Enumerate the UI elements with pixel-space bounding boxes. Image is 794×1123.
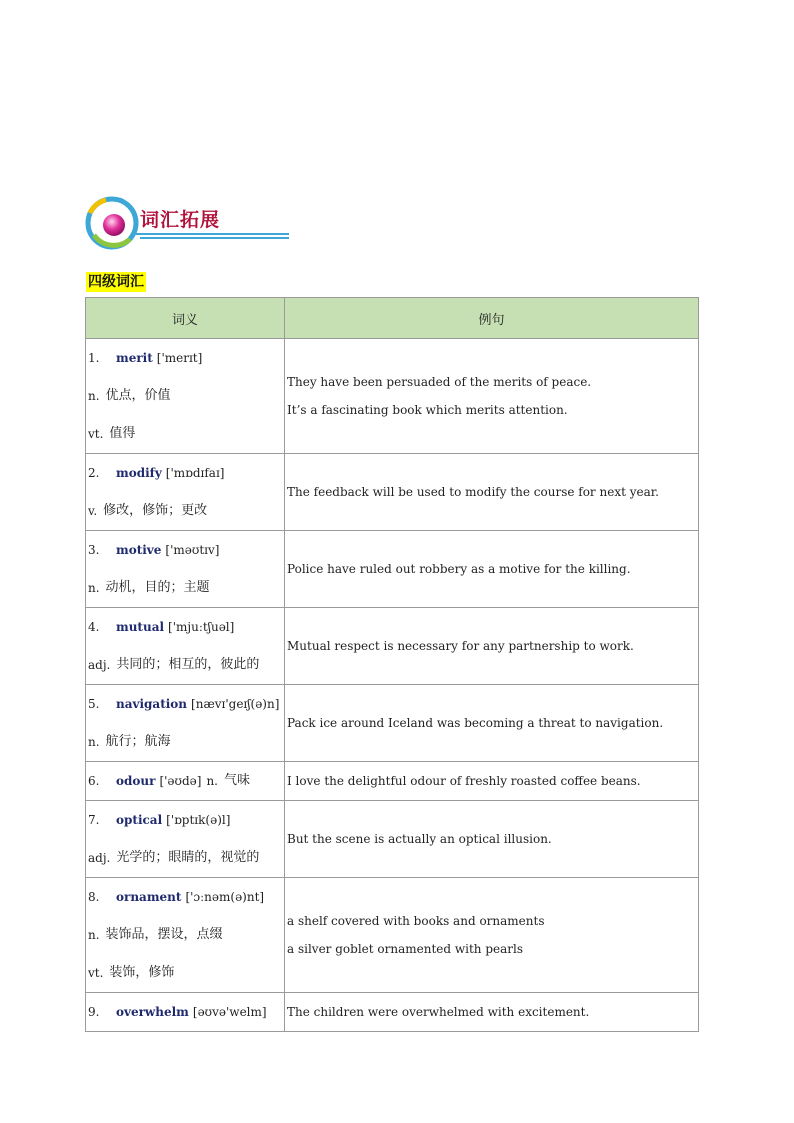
meaning-line bbox=[88, 492, 284, 530]
phonetic: ['əʊdə] bbox=[159, 774, 202, 788]
table-row bbox=[86, 801, 699, 878]
part-of-speech: adj. bbox=[88, 658, 111, 672]
part-of-speech: n. bbox=[206, 774, 218, 788]
phonetic: ['mɒdɪfaɪ] bbox=[165, 466, 225, 480]
word-line bbox=[88, 801, 284, 839]
table-row bbox=[86, 762, 699, 801]
phonetic: [əʊvə'welm] bbox=[192, 1005, 267, 1019]
table-header-row bbox=[86, 298, 699, 339]
entry-number: 8. bbox=[88, 890, 100, 904]
part-of-speech: n. bbox=[88, 928, 100, 942]
entry-number: 7. bbox=[88, 813, 100, 827]
headword: ornament bbox=[116, 890, 182, 904]
table-row bbox=[86, 685, 699, 762]
entry-number: 3. bbox=[88, 543, 100, 557]
part-of-speech: n. bbox=[88, 581, 100, 595]
meaning-line bbox=[88, 569, 284, 607]
header-example: 例句 bbox=[285, 298, 699, 339]
word-cell bbox=[86, 878, 285, 993]
entry-number: 9. bbox=[88, 1005, 100, 1019]
word-cell bbox=[86, 454, 285, 531]
example-cell bbox=[285, 801, 699, 878]
meaning-line bbox=[88, 916, 284, 954]
example-cell bbox=[285, 339, 699, 454]
meaning-line bbox=[88, 839, 284, 877]
word-line bbox=[88, 993, 284, 1031]
section-title: 词汇拓展 bbox=[140, 209, 221, 231]
example-sentence: They have been persuaded of the merits of peace. bbox=[287, 375, 592, 389]
example-sentence: It’s a fascinating book which merits attention. bbox=[287, 403, 568, 417]
meaning: 共同的；相互的，彼此的 bbox=[116, 657, 260, 672]
example-sentence: The children were overwhelmed with excitement. bbox=[287, 1005, 590, 1019]
entry-number: 5. bbox=[88, 697, 100, 711]
headword: optical bbox=[116, 813, 163, 827]
meaning-line bbox=[88, 954, 284, 992]
example-sentence: a silver goblet ornamented with pearls bbox=[287, 942, 524, 956]
example-cell bbox=[285, 608, 699, 685]
word-line bbox=[88, 339, 284, 377]
meaning-line bbox=[88, 377, 284, 415]
part-of-speech: adj. bbox=[88, 851, 111, 865]
meaning: 航行；航海 bbox=[105, 734, 171, 749]
word-cell bbox=[86, 993, 285, 1032]
meaning-line bbox=[88, 415, 284, 453]
headword: overwhelm bbox=[116, 1005, 189, 1019]
word-cell bbox=[86, 339, 285, 454]
meaning: 值得 bbox=[109, 426, 136, 441]
meaning: 动机，目的；主题 bbox=[105, 580, 210, 595]
phonetic: ['ɒptɪk(ə)l] bbox=[166, 813, 231, 827]
meaning-line bbox=[88, 646, 284, 684]
example-sentence: I love the delightful odour of freshly roasted coffee beans. bbox=[287, 774, 641, 788]
headword: odour bbox=[116, 774, 156, 788]
word-line bbox=[88, 454, 284, 492]
meaning: 优点，价值 bbox=[105, 388, 171, 403]
example-cell bbox=[285, 993, 699, 1032]
meaning: 光学的；眼睛的，视觉的 bbox=[116, 850, 260, 865]
phonetic: ['ɔːnəm(ə)nt] bbox=[185, 890, 265, 904]
part-of-speech: v. bbox=[88, 504, 98, 518]
headword: merit bbox=[116, 351, 153, 365]
example-cell bbox=[285, 762, 699, 801]
example-cell bbox=[285, 878, 699, 993]
headword: navigation bbox=[116, 697, 188, 711]
phonetic: ['mjuːtʃuəl] bbox=[168, 620, 235, 634]
headword: motive bbox=[116, 543, 162, 557]
part-of-speech: n. bbox=[88, 389, 100, 403]
entry-number: 6. bbox=[88, 774, 100, 788]
part-of-speech: vt. bbox=[88, 427, 104, 441]
phonetic: ['məʊtɪv] bbox=[165, 543, 220, 557]
part-of-speech: vt. bbox=[88, 966, 104, 980]
table-row bbox=[86, 531, 699, 608]
example-cell bbox=[285, 531, 699, 608]
entry-number: 4. bbox=[88, 620, 100, 634]
entry-number: 1. bbox=[88, 351, 100, 365]
meaning: 修改，修饰；更改 bbox=[103, 503, 208, 518]
meaning: 气味 bbox=[224, 773, 251, 788]
phonetic: ['merɪt] bbox=[156, 351, 203, 365]
example-sentence: a shelf covered with books and ornaments bbox=[287, 914, 545, 928]
example-sentence: Police have ruled out robbery as a motive for the killing. bbox=[287, 562, 631, 576]
word-line bbox=[88, 608, 284, 646]
section-header bbox=[84, 193, 294, 253]
example-sentence: Pack ice around Iceland was becoming a threat to navigation. bbox=[287, 716, 664, 730]
meaning: 装饰，修饰 bbox=[109, 965, 175, 980]
example-sentence: The feedback will be used to modify the course for next year. bbox=[287, 485, 659, 499]
level-label: 四级词汇 bbox=[88, 274, 144, 290]
table-row bbox=[86, 608, 699, 685]
word-line bbox=[88, 685, 284, 723]
word-cell bbox=[86, 608, 285, 685]
table-row bbox=[86, 878, 699, 993]
phonetic: [nævɪ'geɪʃ(ə)n] bbox=[191, 697, 280, 711]
entry-number: 2. bbox=[88, 466, 100, 480]
meaning-line bbox=[88, 723, 284, 761]
example-sentence: But the scene is actually an optical illusion. bbox=[287, 832, 552, 846]
word-line bbox=[88, 878, 284, 916]
part-of-speech: n. bbox=[88, 735, 100, 749]
headword: modify bbox=[116, 466, 162, 480]
example-sentence: Mutual respect is necessary for any partnership to work. bbox=[287, 639, 634, 653]
word-cell bbox=[86, 801, 285, 878]
example-cell bbox=[285, 454, 699, 531]
meaning: 装饰品，摆设，点缀 bbox=[105, 927, 223, 942]
word-cell bbox=[86, 762, 285, 801]
vocab-table bbox=[85, 297, 699, 1032]
table-row bbox=[86, 993, 699, 1032]
word-line bbox=[88, 531, 284, 569]
example-cell bbox=[285, 685, 699, 762]
header-meaning: 词义 bbox=[86, 298, 285, 339]
word-cell bbox=[86, 531, 285, 608]
table-row bbox=[86, 339, 699, 454]
word-cell bbox=[86, 685, 285, 762]
word-line bbox=[88, 762, 284, 800]
headword: mutual bbox=[116, 620, 165, 634]
table-row bbox=[86, 454, 699, 531]
